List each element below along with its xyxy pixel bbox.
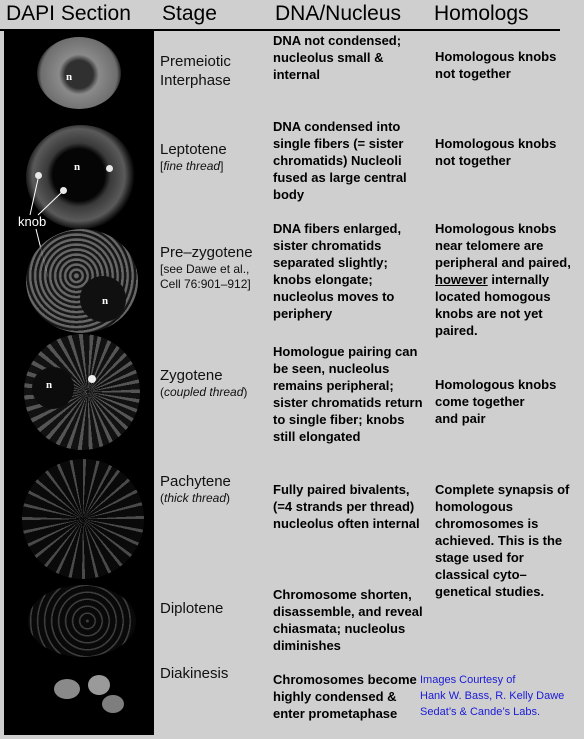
image-credit: Images Courtesy of Hank W. Bass, R. Kelly Dawe Sedat’s & Cande’s Labs. bbox=[420, 674, 565, 718]
dna-zygotene: Homologue pairing can be seen, nucleolus remains peripheral; sister chromatids return to single fiber; knobs still elongated bbox=[273, 344, 423, 444]
nucleolus-label: n bbox=[66, 71, 73, 83]
header-dna-nucleus: DNA/Nucleus bbox=[275, 2, 402, 25]
micrograph-pachytene bbox=[22, 459, 144, 579]
micrograph-diplotene bbox=[28, 585, 136, 657]
stage-name: Pachytene bbox=[160, 473, 231, 490]
dna-leptotene: DNA condensed into single fibers (= sister chromatids) Nucleoli fused as large central body bbox=[273, 119, 407, 202]
stage-name: Leptotene bbox=[160, 141, 227, 158]
dna-pachytene: Fully paired bivalents, (=4 strands per thread) nucleolus often internal bbox=[273, 482, 420, 531]
knob-spot bbox=[88, 375, 96, 383]
homologs-leptotene: Homologous knobs not together bbox=[435, 136, 557, 168]
header-stage: Stage bbox=[162, 2, 217, 25]
homologs-zygotene: Homologous knobs come together and pair bbox=[435, 377, 557, 426]
stage-name: Zygotene bbox=[160, 367, 223, 384]
header-dapi-section: DAPI Section bbox=[6, 2, 131, 25]
stage-subtitle: (thick thread) bbox=[160, 491, 231, 505]
nucleolus-label: n bbox=[102, 295, 109, 307]
homologs-prezygotene: Homologous knobs near telomere are peripheral and paired, however internally located homogous knobs are not yet paired. bbox=[435, 221, 571, 338]
stage-leptotene bbox=[160, 140, 227, 174]
stage-name: Diakinesis bbox=[160, 665, 229, 682]
dapi-image-strip bbox=[4, 29, 154, 735]
stage-name: Premeiotic bbox=[160, 53, 231, 70]
knob-label: knob bbox=[18, 214, 47, 229]
dna-diakinesis: Chromosomes become highly condensed & enter prometaphase bbox=[273, 672, 417, 721]
stage-subtitle: [see Dawe et al., Cell 76:901–912] bbox=[160, 262, 251, 291]
micrograph-diakinesis bbox=[102, 695, 124, 713]
stage-diakinesis bbox=[160, 664, 228, 683]
stage-name: Interphase bbox=[160, 72, 231, 89]
nucleolus-label: n bbox=[74, 161, 81, 173]
stage-premeiotic-interphase bbox=[160, 52, 231, 90]
stage-name: Pre–zygotene bbox=[160, 244, 253, 261]
dna-diplotene: Chromosome shorten, disassemble, and reveal chiasmata; nucleolus diminishes bbox=[273, 587, 423, 653]
stage-name: Diplotene bbox=[160, 600, 224, 617]
micrograph-diakinesis bbox=[88, 675, 110, 695]
micrograph-diakinesis bbox=[54, 679, 80, 699]
homologs-pachytene: Complete synapsis of homologous chromosomes is achieved. This is the stage used for classical cyto–genetical studies. bbox=[435, 482, 570, 599]
stage-diplotene bbox=[160, 599, 223, 618]
stage-prezygotene bbox=[160, 243, 270, 292]
dna-premeiotic: DNA not condensed; nucleolus small & internal bbox=[273, 33, 402, 82]
homologs-premeiotic: Homologous knobs not together bbox=[435, 49, 557, 81]
micrograph-prezygotene bbox=[26, 229, 138, 333]
nucleolus-dark bbox=[32, 367, 74, 409]
nucleolus-label: n bbox=[46, 379, 53, 391]
stage-subtitle: [fine thread] bbox=[160, 159, 224, 173]
header-homologs: Homologs bbox=[434, 2, 529, 25]
stage-zygotene bbox=[160, 366, 247, 400]
stage-pachytene bbox=[160, 472, 231, 506]
dna-prezygotene: DNA fibers enlarged, sister chromatids separated slightly; knobs elongate; nucleolus moves to periphery bbox=[273, 221, 402, 321]
stage-subtitle: (coupled thread) bbox=[160, 385, 248, 399]
